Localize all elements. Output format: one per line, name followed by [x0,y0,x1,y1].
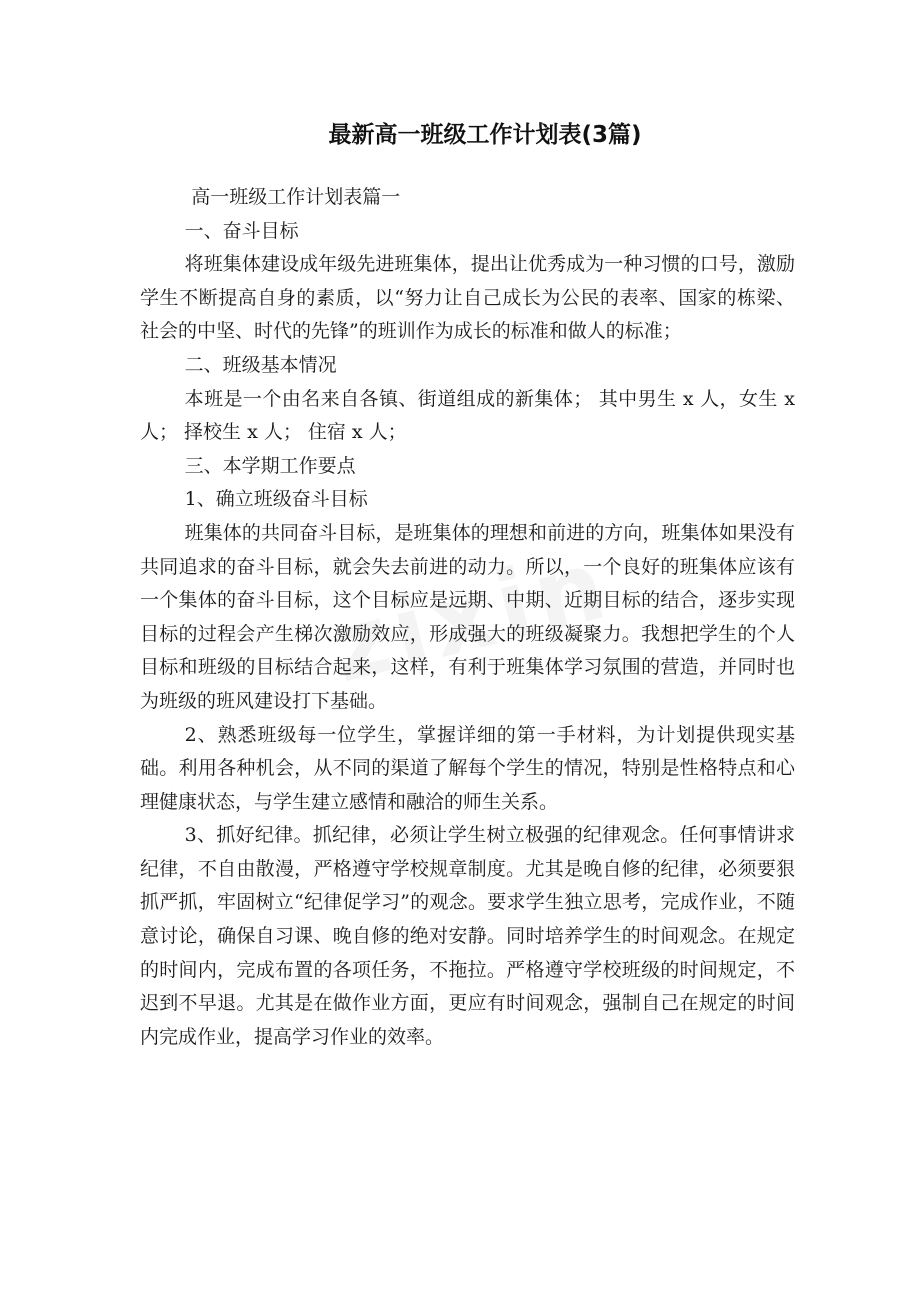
section-heading: 二、班级基本情况 [184,353,337,376]
document-body [140,181,795,1054]
section-heading: 1、确立班级奋斗目标 [184,488,368,511]
body-paragraph: 3、抓好纪律。抓纪律，必须让学生树立极强的纪律观念。任何事情讲求纪律，不自由散漫，严格遵守学校规章制度。尤其是晚自修的纪律，必须要狠抓严抓，牢固树立“纪律促学习”的观念。要求学生独立思考，完成作业，不随意讨论，确保自习课、晚自修的绝对安静。同时培养学生的时间观念。在规定的时间内，完成布置的各项任务，不拖拉。严格遵守学校班级的时间规定，不迟到不早退。尤其是在做作业方面，更应有时间观念，强制自己在规定的时间内完成作业，提高学习作业的效率。 [140,824,795,1048]
document-title: 最新高一班级工作计划表(3篇) [328,122,642,148]
body-paragraph: 班集体的共同奋斗目标，是班集体的理想和前进的方向，班集体如果没有共同追求的奋斗目标，就会失去前进的动力。所以，一个良好的班集体应该有一个集体的奋斗目标，这个目标应是远期、中期、近期目标的结合，逐步实现目标的过程会产生梯次激励效应，形成强大的班级凝聚力。我想把学生的个人目标和班级的目标结合起来，这样，有利于班集体学习氛围的营造，并同时也为班级的班风建设打下基础。 [140,521,795,712]
section-subtitle: 高一班级工作计划表篇一 [191,186,401,208]
section-heading: 一、奋斗目标 [184,219,299,242]
body-paragraph: 将班集体建设成年级先进班集体，提出让优秀成为一种习惯的口号，激励学生不断提高自身的素质，以“努力让自己成长为公民的表率、国家的栋梁、社会的中坚、时代的先锋”的班训作为成长的标准和做人的标准； [140,253,795,343]
body-paragraph: 2、熟悉班级每一位学生，掌握详细的第一手材料，为计划提供现实基础。利用各种机会，从不同的渠道了解每个学生的情况，特别是性格特点和心理健康状态，与学生建立感情和融洽的师生关系。 [140,723,795,813]
section-heading: 三、本学期工作要点 [184,454,356,477]
body-paragraph: 本班是一个由名来自各镇、街道组成的新集体； 其中男生 x 人，女生 x 人； 择校生 x 人； 住宿 x 人； [140,387,795,444]
